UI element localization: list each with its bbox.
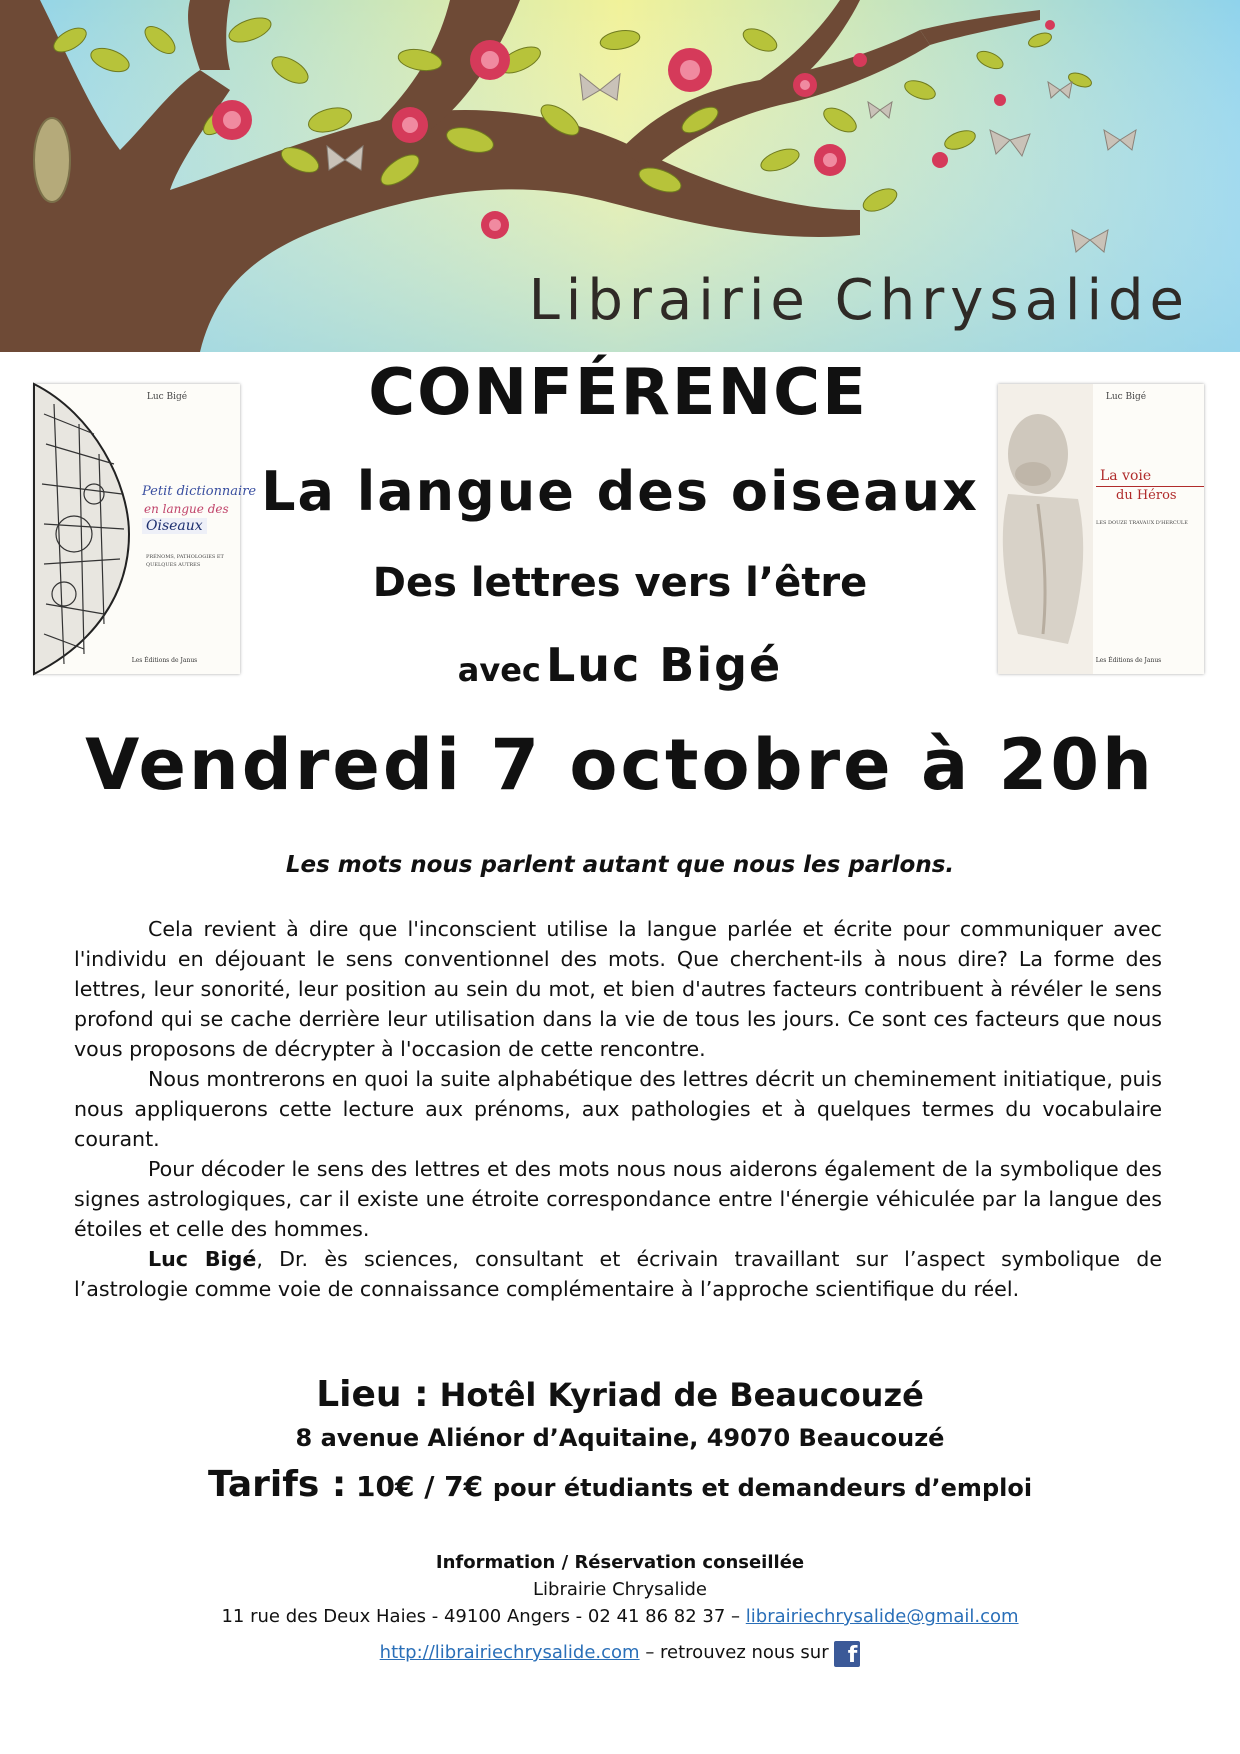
paragraph-2: Nous montrerons en quoi la suite alphabétique des lettres décrit un cheminement initiatique, puis nous appliquerons cette lecture aux prénoms, aux pathologies et à quelques termes du vocabulaire courant. [74,1067,1162,1151]
topic-subtitle: Des lettres vers l’être [372,560,868,606]
book-title-line1: Petit dictionnaire [142,484,257,499]
venue-label: Lieu : [316,1374,429,1415]
paragraph-4 [74,1244,1162,1304]
engraving-illustration [34,384,134,674]
social-text: – retrouvez nous sur [645,1642,829,1663]
pricing-note: pour étudiants et demandeurs d’emploi [492,1474,1033,1502]
book-subtitle: PRÉNOMS, PATHOLOGIES ET QUELQUES AUTRES [146,554,224,568]
title-divider [1096,486,1204,487]
book-title-line3: Oiseaux [142,518,207,534]
book-publisher: Les Éditions de Janus [131,657,198,664]
website-link[interactable]: http://librairiechrysalide.com [379,1642,640,1663]
facebook-icon[interactable]: f [834,1641,860,1667]
book-cover-petit-dictionnaire [34,384,257,674]
tagline: Les mots nous parlent autant que nous les parlons. [285,852,955,878]
banner-title: Librairie Chrysalide [528,268,1190,333]
book-publisher: Les Éditions de Janus [1095,657,1162,664]
description [74,914,1162,1304]
venue-name: Hotêl Kyriad de Beaucouzé [439,1376,924,1414]
footer-web [100,1641,1140,1667]
book-author: Luc Bigé [1105,392,1147,402]
topic-title: La langue des oiseaux [261,460,979,523]
venue-address: 8 avenue Aliénor d’Aquitaine, 49070 Beaucouzé [295,1424,945,1452]
footer-info: Information / Réservation conseillée [435,1552,805,1573]
speaker-name: Luc Bigé [545,638,783,692]
book-title-line2: du Héros [1116,488,1177,503]
book-subtitle: LES DOUZE TRAVAUX D'HERCULE [1096,520,1188,526]
with-label: avec [457,651,541,689]
pricing-line [80,1464,1160,1505]
pricing-values: 10€ / 7€ [356,1470,484,1503]
footer-shop: Librairie Chrysalide [532,1579,708,1600]
speaker-line [300,638,940,692]
paragraph-3: Pour décoder le sens des lettres et des mots nous nous aiderons également de la symbolique des signes astrologiques, car il existe une étroite correspondance entre l'énergie véhiculée par la langue des étoiles et celle des hommes. [74,1157,1162,1241]
speaker-bio: , Dr. ès sciences, consultant et écrivain travaillant sur l’aspect symbolique de l’astrologie comme voie de connaissance complémentaire à l’approche scientifique du réel. [74,1247,1163,1301]
book-cover-la-voie-du-heros [998,384,1204,674]
book-title-line2: en langue des [144,502,229,516]
header-banner [0,0,1240,352]
event-date: Vendredi 7 octobre à 20h [85,724,1155,806]
venue-line [160,1374,1080,1415]
footer-address: 11 rue des Deux Haies - 49100 Angers - 02 41 86 82 37 – [221,1606,741,1627]
pricing-label: Tarifs : [207,1464,347,1505]
hercules-statue-illustration [998,384,1093,674]
conference-heading: CONFÉRENCE [368,356,868,430]
speaker-name-bold: Luc Bigé [148,1247,257,1271]
paragraph-1: Cela revient à dire que l'inconscient utilise la langue parlée et écrite pour communiquer avec l'individu en déjouant le sens conventionnel des mots. Que cherchent-ils à nous dire? La forme des lettres, leur sonorité, leur position au sein du mot, et bien d'autres facteurs contribuent à révéler le sens profond qui se cache derrière leur utilisation dans la vie de tous les jours. Ce sont ces facteurs que nous vous proposons de décrypter à l'occasion de cette rencontre. [74,917,1162,1061]
book-author: Luc Bigé [146,392,188,402]
book-title-line1: La voie [1100,468,1152,484]
footer-contact [100,1606,1140,1627]
email-link[interactable]: librairiechrysalide@gmail.com [745,1606,1019,1627]
